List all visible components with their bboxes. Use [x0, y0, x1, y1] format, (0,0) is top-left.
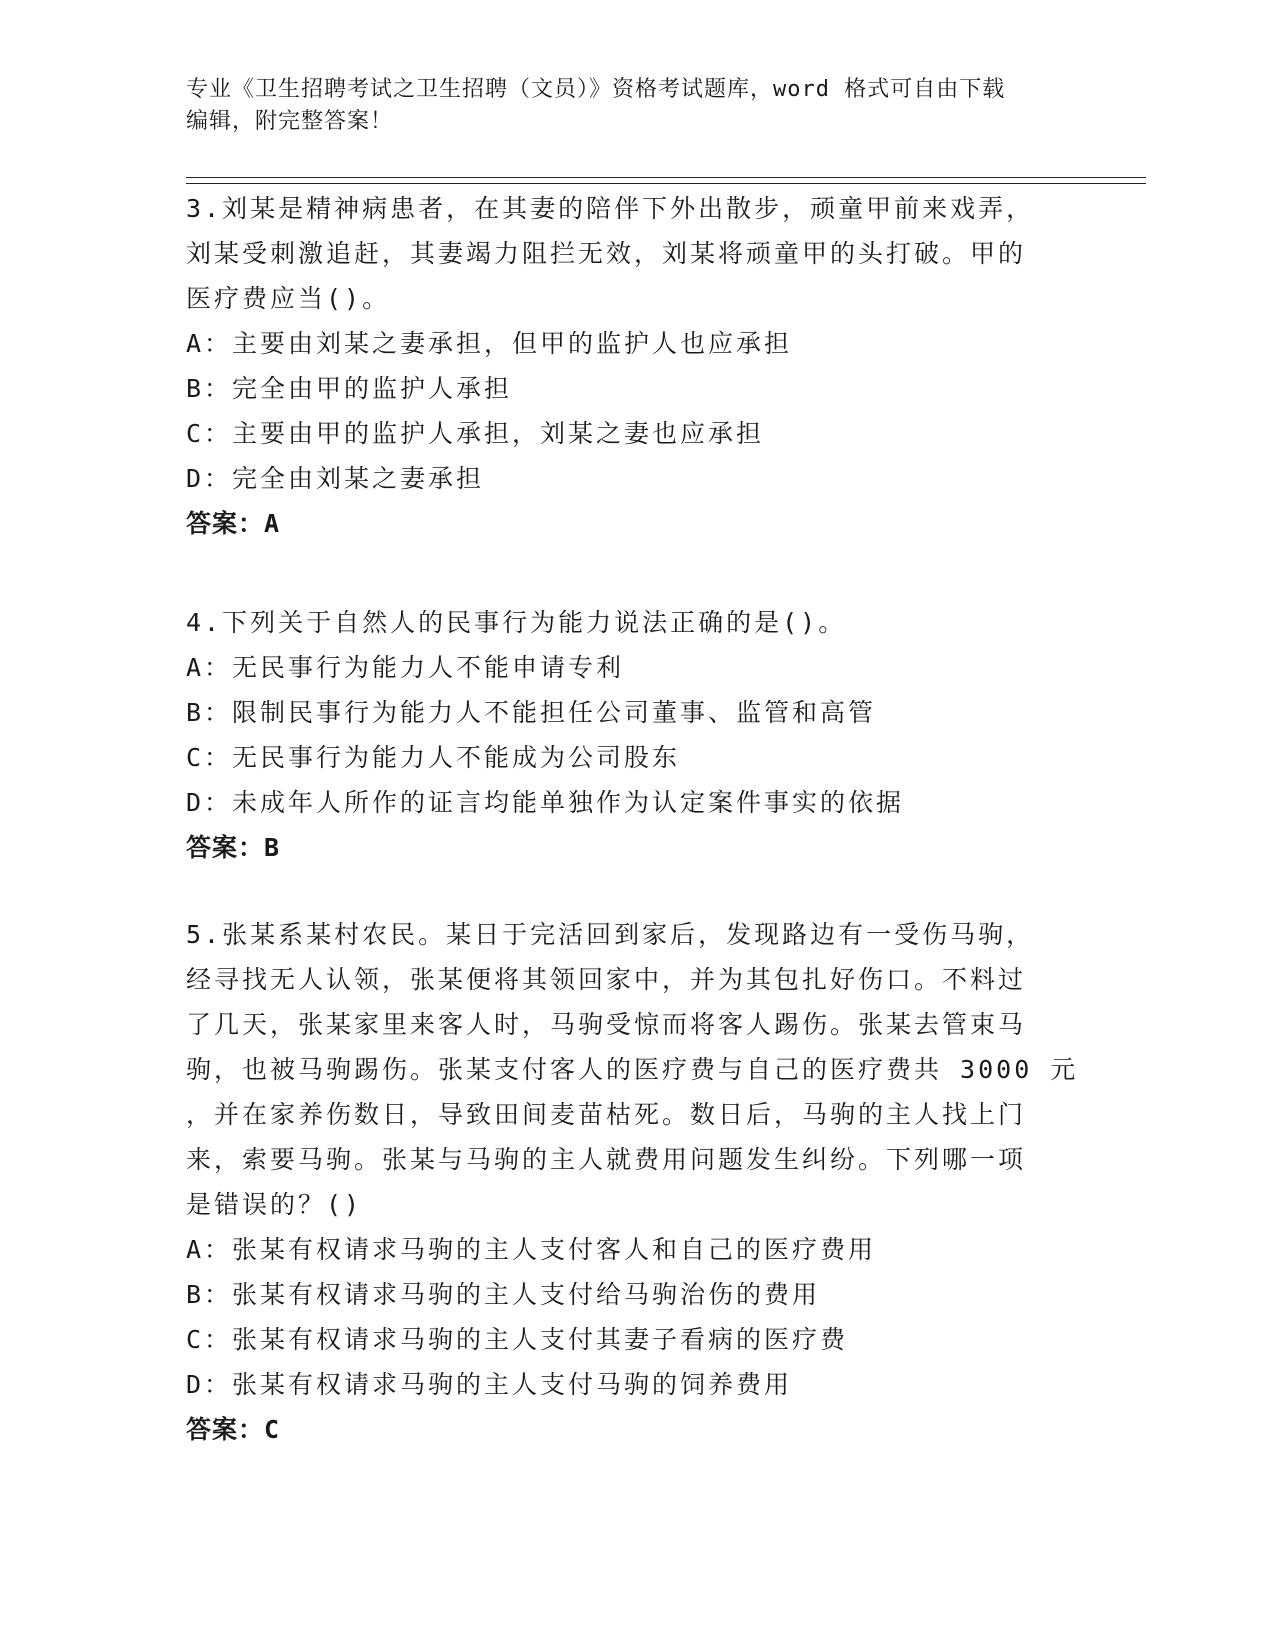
question-stem	[186, 600, 1086, 645]
option-c: C：无民事行为能力人不能成为公司股东	[186, 743, 681, 772]
stem-line: 来，索要马驹。张某与马驹的主人就费用问题发生纠纷。下列哪一项	[186, 1145, 1027, 1174]
stem-line: 3.刘某是精神病患者，在其妻的陪伴下外出散步，顽童甲前来戏弄，	[186, 194, 1035, 223]
option-a: A：张某有权请求马驹的主人支付客人和自己的医疗费用	[186, 1235, 877, 1264]
header-line-1: 专业《卫生招聘考试之卫生招聘（文员）》资格考试题库，word 格式可自由下载	[186, 77, 1006, 102]
question-3	[186, 186, 1086, 546]
answer: 答案：B	[186, 833, 281, 862]
option-d: D：张某有权请求马驹的主人支付马驹的饲养费用	[186, 1370, 793, 1399]
stem-line: 是错误的？()	[186, 1190, 363, 1219]
option-d: D：未成年人所作的证言均能单独作为认定案件事实的依据	[186, 788, 905, 817]
stem-line: 5.张某系某村农民。某日于完活回到家后，发现路边有一受伤马驹，	[186, 920, 1035, 949]
stem-line: 驹，也被马驹踢伤。张某支付客人的医疗费与自己的医疗费共 3000 元	[186, 1055, 1079, 1084]
stem-line: 经寻找无人认领，张某便将其领回家中，并为其包扎好伤口。不料过	[186, 965, 1027, 994]
stem-line: 医疗费应当()。	[186, 284, 391, 313]
stem-line: 刘某受刺激追赶，其妻竭力阻拦无效，刘某将顽童甲的头打破。甲的	[186, 239, 1027, 268]
header-divider-top	[186, 177, 1146, 178]
option-b: B：完全由甲的监护人承担	[186, 374, 513, 403]
header-divider-bottom	[186, 183, 1146, 184]
answer: 答案：C	[186, 1415, 281, 1444]
stem-line: 了几天，张某家里来客人时，马驹受惊而将客人踢伤。张某去管束马	[186, 1010, 1027, 1039]
option-a: A：无民事行为能力人不能申请专利	[186, 653, 625, 682]
stem-line: ，并在家养伤数日，导致田间麦苗枯死。数日后，马驹的主人找上门	[186, 1100, 1027, 1129]
answer: 答案：A	[186, 509, 281, 538]
option-b: B：限制民事行为能力人不能担任公司董事、监管和高管	[186, 698, 877, 727]
header-line-2: 编辑，附完整答案！	[186, 109, 394, 134]
option-c: C：主要由甲的监护人承担，刘某之妻也应承担	[186, 419, 765, 448]
question-stem	[186, 912, 1086, 1227]
option-b: B：张某有权请求马驹的主人支付给马驹治伤的费用	[186, 1280, 821, 1309]
option-d: D：完全由刘某之妻承担	[186, 464, 485, 493]
question-4	[186, 600, 1086, 870]
question-5	[186, 912, 1086, 1452]
stem-line: 4.下列关于自然人的民事行为能力说法正确的是()。	[186, 608, 847, 637]
document-header	[186, 74, 1086, 138]
question-stem	[186, 186, 1086, 321]
option-a: A：主要由刘某之妻承担，但甲的监护人也应承担	[186, 329, 793, 358]
option-c: C：张某有权请求马驹的主人支付其妻子看病的医疗费	[186, 1325, 849, 1354]
